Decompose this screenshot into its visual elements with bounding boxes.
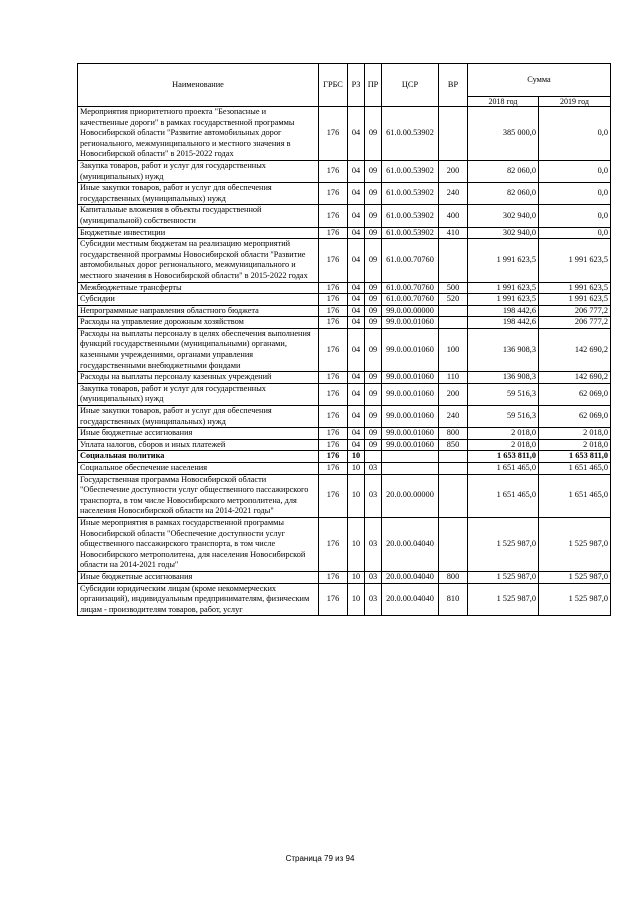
- cell-vr: [439, 451, 468, 463]
- cell-sum-2018: 59 516,3: [468, 383, 539, 405]
- cell-sum-2019: 1 991 623,5: [539, 294, 611, 306]
- cell-pr: 09: [365, 239, 382, 282]
- cell-vr: 520: [439, 294, 468, 306]
- cell-vr: 240: [439, 183, 468, 205]
- budget-table: [77, 63, 611, 616]
- cell-csr: 20.0.00.04040: [382, 517, 439, 571]
- cell-sum-2019: 0,0: [539, 183, 611, 205]
- cell-rz: 10: [348, 571, 365, 583]
- cell-grbs: 176: [319, 463, 348, 475]
- cell-sum-2018: 1 651 465,0: [468, 463, 539, 475]
- cell-pr: [365, 451, 382, 463]
- cell-pr: 09: [365, 305, 382, 317]
- cell-rz: 04: [348, 383, 365, 405]
- header-year-2019: 2019 год: [539, 97, 611, 107]
- cell-csr: [382, 463, 439, 475]
- cell-rz: 04: [348, 160, 365, 182]
- table-row: [78, 428, 611, 440]
- cell-pr: 09: [365, 406, 382, 428]
- cell-name: Субсидии юридическим лицам (кроме некоммерческих организаций), индивидуальным предпринимателям, физическим лицам - производителям товаров, работ, услуг: [78, 583, 319, 616]
- table-row: [78, 239, 611, 282]
- cell-sum-2018: 2 018,0: [468, 439, 539, 451]
- cell-pr: 09: [365, 205, 382, 227]
- cell-grbs: 176: [319, 583, 348, 616]
- cell-csr: 99.0.00.00000: [382, 305, 439, 317]
- cell-pr: 03: [365, 517, 382, 571]
- cell-name: Субсидии местным бюджетам на реализацию мероприятий государственной программы Новосибирской области "Развитие автомобильных дорог регионального, межмуниципального и местного значения в Новосибирской области" в 2015-2022 годах: [78, 239, 319, 282]
- cell-vr: 100: [439, 328, 468, 371]
- cell-pr: 09: [365, 160, 382, 182]
- cell-grbs: 176: [319, 406, 348, 428]
- header-sum: Сумма: [468, 64, 611, 97]
- cell-csr: 61.0.00.70760: [382, 294, 439, 306]
- cell-csr: 99.0.00.01060: [382, 383, 439, 405]
- cell-csr: 61.0.00.53902: [382, 183, 439, 205]
- cell-csr: 61.0.00.70760: [382, 282, 439, 294]
- cell-sum-2018: 59 516,3: [468, 406, 539, 428]
- header-name: Наименование: [78, 64, 319, 107]
- cell-csr: 20.0.00.04040: [382, 583, 439, 616]
- cell-vr: [439, 239, 468, 282]
- cell-grbs: 176: [319, 305, 348, 317]
- cell-csr: 20.0.00.04040: [382, 571, 439, 583]
- table-body: [78, 107, 611, 616]
- cell-name: Иные бюджетные ассигнования: [78, 428, 319, 440]
- cell-pr: 09: [365, 282, 382, 294]
- cell-csr: 61.0.00.53902: [382, 227, 439, 239]
- cell-sum-2018: 1 991 623,5: [468, 239, 539, 282]
- header-csr: ЦСР: [382, 64, 439, 107]
- cell-csr: [382, 451, 439, 463]
- cell-csr: 99.0.00.01060: [382, 372, 439, 384]
- table-row: [78, 107, 611, 161]
- cell-sum-2019: 1 651 465,0: [539, 463, 611, 475]
- cell-vr: [439, 474, 468, 517]
- cell-sum-2019: 0,0: [539, 227, 611, 239]
- cell-name: Межбюджетные трансферты: [78, 282, 319, 294]
- cell-sum-2019: 206 777,2: [539, 317, 611, 329]
- cell-name: Расходы на выплаты персоналу в целях обеспечения выполнения функций государственными (муниципальными) органами, казенными учреждениями, органами управления государственными внебюджетными фондами: [78, 328, 319, 371]
- cell-grbs: 176: [319, 428, 348, 440]
- cell-pr: 09: [365, 317, 382, 329]
- table-row: [78, 305, 611, 317]
- cell-pr: 09: [365, 372, 382, 384]
- cell-vr: 240: [439, 406, 468, 428]
- cell-sum-2018: 198 442,6: [468, 305, 539, 317]
- cell-sum-2019: 2 018,0: [539, 428, 611, 440]
- header-year-2018: 2018 год: [468, 97, 539, 107]
- cell-name: Расходы на управление дорожным хозяйством: [78, 317, 319, 329]
- cell-rz: 04: [348, 107, 365, 161]
- cell-vr: [439, 517, 468, 571]
- cell-csr: 99.0.00.01060: [382, 328, 439, 371]
- cell-rz: 04: [348, 239, 365, 282]
- cell-name: Уплата налогов, сборов и иных платежей: [78, 439, 319, 451]
- table-row: [78, 372, 611, 384]
- cell-name: Закупка товаров, работ и услуг для государственных (муниципальных) нужд: [78, 160, 319, 182]
- table-row: [78, 463, 611, 475]
- cell-sum-2019: 142 690,2: [539, 328, 611, 371]
- cell-pr: 09: [365, 107, 382, 161]
- cell-vr: 110: [439, 372, 468, 384]
- cell-sum-2018: 385 000,0: [468, 107, 539, 161]
- cell-sum-2019: 2 018,0: [539, 439, 611, 451]
- cell-rz: 04: [348, 406, 365, 428]
- page-footer: Страница 79 из 94: [285, 854, 355, 863]
- cell-grbs: 176: [319, 317, 348, 329]
- cell-rz: 04: [348, 205, 365, 227]
- cell-name: Социальное обеспечение населения: [78, 463, 319, 475]
- cell-name: Расходы на выплаты персоналу казенных учреждений: [78, 372, 319, 384]
- cell-name: Иные закупки товаров, работ и услуг для обеспечения государственных (муниципальных) нужд: [78, 406, 319, 428]
- cell-vr: [439, 463, 468, 475]
- cell-csr: 61.0.00.70760: [382, 239, 439, 282]
- cell-sum-2018: 136 908,3: [468, 328, 539, 371]
- cell-grbs: 176: [319, 451, 348, 463]
- cell-vr: 200: [439, 160, 468, 182]
- cell-grbs: 176: [319, 107, 348, 161]
- table-row: [78, 517, 611, 571]
- cell-grbs: 176: [319, 439, 348, 451]
- cell-sum-2019: 1 991 623,5: [539, 239, 611, 282]
- table-row: [78, 317, 611, 329]
- cell-sum-2018: 2 018,0: [468, 428, 539, 440]
- cell-sum-2018: 302 940,0: [468, 227, 539, 239]
- cell-pr: 09: [365, 227, 382, 239]
- cell-sum-2019: 0,0: [539, 205, 611, 227]
- cell-rz: 04: [348, 305, 365, 317]
- table-row: [78, 227, 611, 239]
- cell-name: Государственная программа Новосибирской области "Обеспечение доступности услуг общественного пассажирского транспорта, в том числе Новосибирского метрополитена, для населения Новосибирской области на 2014-2021 годы": [78, 474, 319, 517]
- cell-vr: 800: [439, 428, 468, 440]
- table-row: [78, 439, 611, 451]
- cell-pr: 09: [365, 428, 382, 440]
- cell-name: Капитальные вложения в объекты государственной (муниципальной) собственности: [78, 205, 319, 227]
- cell-grbs: 176: [319, 372, 348, 384]
- cell-sum-2018: 1 991 623,5: [468, 282, 539, 294]
- cell-name: Непрограммные направления областного бюджета: [78, 305, 319, 317]
- cell-csr: 99.0.00.01060: [382, 439, 439, 451]
- cell-name: Субсидии: [78, 294, 319, 306]
- cell-pr: 03: [365, 474, 382, 517]
- cell-rz: 04: [348, 317, 365, 329]
- cell-grbs: 176: [319, 227, 348, 239]
- cell-sum-2019: 1 651 465,0: [539, 474, 611, 517]
- table-row: [78, 583, 611, 616]
- cell-csr: 61.0.00.53902: [382, 160, 439, 182]
- cell-grbs: 176: [319, 294, 348, 306]
- cell-pr: 09: [365, 183, 382, 205]
- cell-sum-2019: 206 777,2: [539, 305, 611, 317]
- cell-pr: 03: [365, 463, 382, 475]
- table-row: [78, 406, 611, 428]
- cell-sum-2018: 1 651 465,0: [468, 474, 539, 517]
- cell-name: Иные мероприятия в рамках государственной программы Новосибирской области "Обеспечение доступности услуг общественного пассажирского транспорта, в том числе Новосибирского метрополитена, для населения Новосибирской области на 2014-2021 годы": [78, 517, 319, 571]
- cell-csr: 99.0.00.01060: [382, 406, 439, 428]
- cell-pr: 03: [365, 583, 382, 616]
- cell-sum-2018: 1 653 811,0: [468, 451, 539, 463]
- cell-sum-2018: 302 940,0: [468, 205, 539, 227]
- table-row: [78, 205, 611, 227]
- cell-name: Закупка товаров, работ и услуг для государственных (муниципальных) нужд: [78, 383, 319, 405]
- table-row: [78, 294, 611, 306]
- table-row: [78, 282, 611, 294]
- cell-sum-2018: 1 525 987,0: [468, 517, 539, 571]
- cell-sum-2018: 1 525 987,0: [468, 571, 539, 583]
- cell-grbs: 176: [319, 517, 348, 571]
- cell-rz: 04: [348, 282, 365, 294]
- cell-pr: 09: [365, 383, 382, 405]
- cell-csr: 20.0.00.00000: [382, 474, 439, 517]
- cell-sum-2018: 82 060,0: [468, 160, 539, 182]
- cell-vr: 850: [439, 439, 468, 451]
- cell-vr: 400: [439, 205, 468, 227]
- cell-name: Мероприятия приоритетного проекта "Безопасные и качественные дороги" в рамках государственной программы Новосибирской области "Развитие автомобильных дорог регионального, межмуниципального и местного значения в Новосибирской области" в 2015-2022 годах: [78, 107, 319, 161]
- cell-grbs: 176: [319, 328, 348, 371]
- cell-rz: 04: [348, 439, 365, 451]
- table-row: [78, 571, 611, 583]
- table-row: [78, 328, 611, 371]
- cell-vr: 500: [439, 282, 468, 294]
- cell-grbs: 176: [319, 160, 348, 182]
- cell-name: Социальная политика: [78, 451, 319, 463]
- cell-vr: 410: [439, 227, 468, 239]
- cell-name: Иные бюджетные ассигнования: [78, 571, 319, 583]
- cell-sum-2019: 62 069,0: [539, 383, 611, 405]
- cell-grbs: 176: [319, 474, 348, 517]
- cell-rz: 10: [348, 463, 365, 475]
- cell-sum-2019: 1 991 623,5: [539, 282, 611, 294]
- cell-rz: 04: [348, 294, 365, 306]
- cell-rz: 10: [348, 474, 365, 517]
- cell-sum-2019: 142 690,2: [539, 372, 611, 384]
- cell-pr: 09: [365, 294, 382, 306]
- cell-sum-2019: 1 525 987,0: [539, 571, 611, 583]
- cell-grbs: 176: [319, 282, 348, 294]
- cell-sum-2019: 0,0: [539, 107, 611, 161]
- cell-sum-2018: 1 525 987,0: [468, 583, 539, 616]
- header-vr: ВР: [439, 64, 468, 107]
- table-row: [78, 474, 611, 517]
- cell-name: Бюджетные инвестиции: [78, 227, 319, 239]
- cell-csr: 61.0.00.53902: [382, 107, 439, 161]
- cell-sum-2019: 1 525 987,0: [539, 583, 611, 616]
- table-row: [78, 383, 611, 405]
- cell-rz: 04: [348, 227, 365, 239]
- cell-vr: 800: [439, 571, 468, 583]
- cell-rz: 04: [348, 183, 365, 205]
- cell-csr: 61.0.00.53902: [382, 205, 439, 227]
- header-rz: РЗ: [348, 64, 365, 107]
- cell-grbs: 176: [319, 183, 348, 205]
- cell-vr: [439, 305, 468, 317]
- cell-rz: 04: [348, 328, 365, 371]
- cell-sum-2018: 1 991 623,5: [468, 294, 539, 306]
- table-row: [78, 451, 611, 463]
- table-row: [78, 160, 611, 182]
- cell-name: Иные закупки товаров, работ и услуг для обеспечения государственных (муниципальных) нужд: [78, 183, 319, 205]
- cell-grbs: 176: [319, 205, 348, 227]
- cell-sum-2019: 0,0: [539, 160, 611, 182]
- cell-csr: 99.0.00.01060: [382, 428, 439, 440]
- cell-pr: 09: [365, 439, 382, 451]
- cell-grbs: 176: [319, 383, 348, 405]
- cell-pr: 03: [365, 571, 382, 583]
- header-grbs: ГРБС: [319, 64, 348, 107]
- cell-csr: 99.0.00.01060: [382, 317, 439, 329]
- cell-sum-2019: 1 525 987,0: [539, 517, 611, 571]
- header-pr: ПР: [365, 64, 382, 107]
- cell-vr: 200: [439, 383, 468, 405]
- cell-rz: 10: [348, 583, 365, 616]
- cell-grbs: 176: [319, 239, 348, 282]
- cell-rz: 04: [348, 372, 365, 384]
- cell-pr: 09: [365, 328, 382, 371]
- cell-grbs: 176: [319, 571, 348, 583]
- cell-rz: 10: [348, 451, 365, 463]
- cell-vr: [439, 317, 468, 329]
- table-row: [78, 183, 611, 205]
- cell-sum-2018: 82 060,0: [468, 183, 539, 205]
- cell-sum-2018: 198 442,6: [468, 317, 539, 329]
- cell-rz: 10: [348, 517, 365, 571]
- cell-rz: 04: [348, 428, 365, 440]
- cell-sum-2019: 1 653 811,0: [539, 451, 611, 463]
- cell-sum-2018: 136 908,3: [468, 372, 539, 384]
- cell-vr: 810: [439, 583, 468, 616]
- cell-sum-2019: 62 069,0: [539, 406, 611, 428]
- cell-vr: [439, 107, 468, 161]
